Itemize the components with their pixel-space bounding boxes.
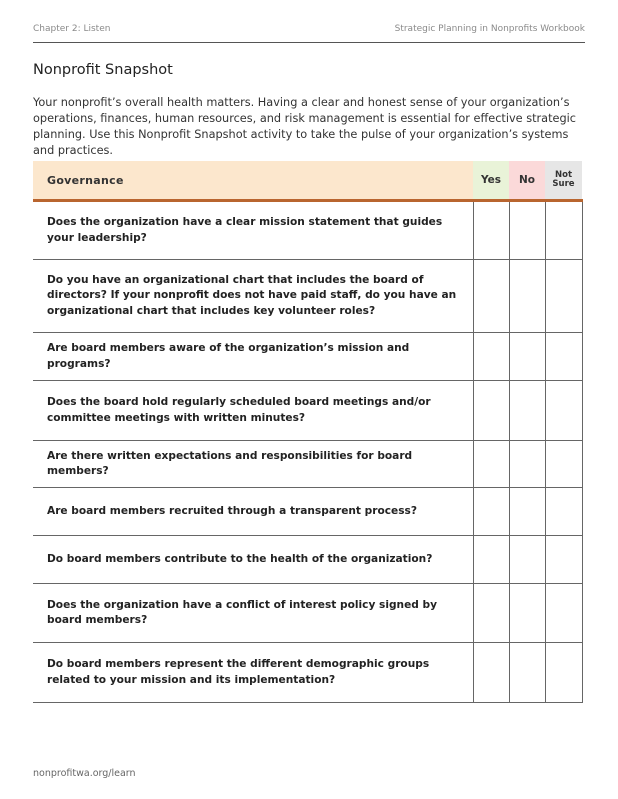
yes-checkbox[interactable] <box>473 201 509 260</box>
no-checkbox[interactable] <box>509 201 545 260</box>
table-row <box>33 488 582 536</box>
table-row <box>33 536 582 584</box>
chapter-label: Chapter 2: Listen <box>33 24 111 34</box>
not-sure-checkbox[interactable] <box>545 381 582 441</box>
question-text: Does the organization have a clear mission statement that guides your leadership? <box>33 201 473 260</box>
table-row <box>33 260 582 333</box>
question-text: Do board members contribute to the health of the organization? <box>33 536 473 584</box>
yes-checkbox[interactable] <box>473 584 509 643</box>
not-sure-checkbox[interactable] <box>545 260 582 333</box>
no-checkbox[interactable] <box>509 643 545 703</box>
yes-checkbox[interactable] <box>473 488 509 536</box>
yes-checkbox[interactable] <box>473 381 509 441</box>
not-sure-checkbox[interactable] <box>545 584 582 643</box>
table-row <box>33 201 582 260</box>
column-sure-label: Sure <box>552 179 575 189</box>
table-row <box>33 333 582 381</box>
column-yes: Yes <box>473 161 509 201</box>
no-checkbox[interactable] <box>509 584 545 643</box>
table-header-row <box>33 161 582 201</box>
yes-checkbox[interactable] <box>473 441 509 488</box>
no-checkbox[interactable] <box>509 333 545 381</box>
question-text: Do board members represent the different demographic groups related to your mission and its implementation? <box>33 643 473 703</box>
section-heading: Governance <box>33 161 473 201</box>
page-header <box>33 24 585 43</box>
question-text: Are board members aware of the organization’s mission and programs? <box>33 333 473 381</box>
no-checkbox[interactable] <box>509 536 545 584</box>
table-row <box>33 381 582 441</box>
workbook-title: Strategic Planning in Nonprofits Workbook <box>394 24 585 34</box>
footer-url[interactable]: nonprofitwa.org/learn <box>33 768 136 779</box>
column-not-label: Not <box>554 170 573 180</box>
column-not-sure <box>545 161 582 201</box>
no-checkbox[interactable] <box>509 260 545 333</box>
no-checkbox[interactable] <box>509 381 545 441</box>
column-no: No <box>509 161 545 201</box>
intro-paragraph: Your nonprofit’s overall health matters. Having a clear and honest sense of your organization’s operations, finances, human resources, and risk management is essential for effective strategic planning. Use this Nonprofit Snapshot activity to take the pulse of your organization’s systems and practices. <box>33 96 576 157</box>
table-row <box>33 584 582 643</box>
no-checkbox[interactable] <box>509 488 545 536</box>
question-text: Do you have an organizational chart that includes the board of directors? If your nonprofit does not have paid staff, do you have an organizational chart that includes key volunteer roles? <box>33 260 473 333</box>
not-sure-checkbox[interactable] <box>545 441 582 488</box>
yes-checkbox[interactable] <box>473 260 509 333</box>
table-row <box>33 643 582 703</box>
yes-checkbox[interactable] <box>473 333 509 381</box>
yes-checkbox[interactable] <box>473 643 509 703</box>
question-text: Does the organization have a conflict of interest policy signed by board members? <box>33 584 473 643</box>
table-row <box>33 441 582 488</box>
snapshot-table <box>33 161 582 703</box>
question-text: Does the board hold regularly scheduled board meetings and/or committee meetings with written minutes? <box>33 381 473 441</box>
question-text: Are there written expectations and responsibilities for board members? <box>33 441 473 488</box>
not-sure-checkbox[interactable] <box>545 536 582 584</box>
not-sure-checkbox[interactable] <box>545 488 582 536</box>
page-title: Nonprofit Snapshot <box>33 62 173 78</box>
no-checkbox[interactable] <box>509 441 545 488</box>
question-text: Are board members recruited through a transparent process? <box>33 488 473 536</box>
yes-checkbox[interactable] <box>473 536 509 584</box>
not-sure-checkbox[interactable] <box>545 333 582 381</box>
not-sure-checkbox[interactable] <box>545 201 582 260</box>
not-sure-checkbox[interactable] <box>545 643 582 703</box>
